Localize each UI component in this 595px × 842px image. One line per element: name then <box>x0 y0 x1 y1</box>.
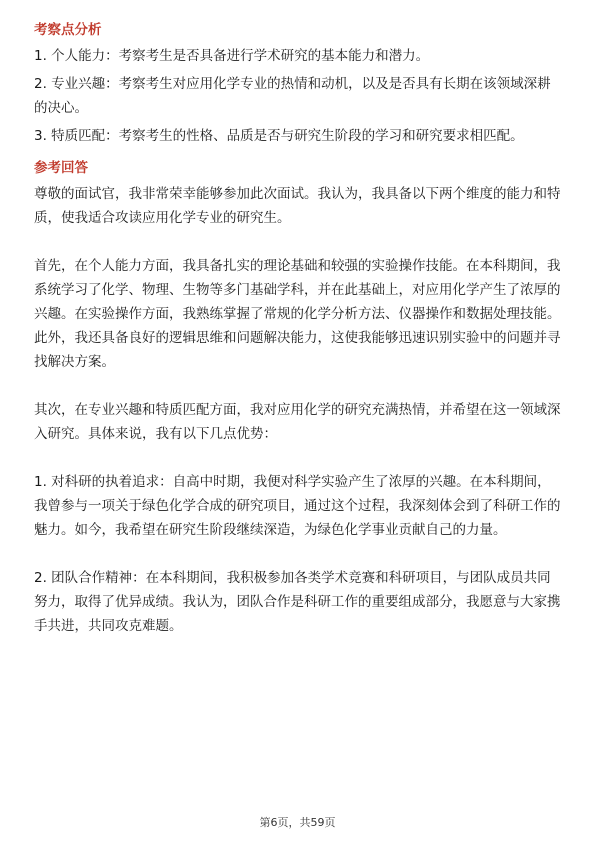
analysis-item-3: 3. 特质匹配：考察考生的性格、品质是否与研究生阶段的学习和研究要求相匹配。 <box>34 128 524 144</box>
answer-paragraph-5: 2. 团队合作精神：在本科期间，我积极参加各类学术竞赛和科研项目，与团队成员共同努力，取得了优异成绩。我认为，团队合作是科研工作的重要组成部分，我愿意与大家携手共进，共同攻克难题。 <box>34 570 561 634</box>
answer-paragraph-3: 其次，在专业兴趣和特质匹配方面，我对应用化学的研究充满热情，并希望在这一领域深入研究。具体来说，我有以下几点优势： <box>34 402 561 442</box>
page-number: 第6页，共59页 <box>259 816 336 829</box>
analysis-title: 考察点分析 <box>34 22 102 38</box>
answer-paragraph-1: 尊敬的面试官，我非常荣幸能够参加此次面试。我认为，我具备以下两个维度的能力和特质，使我适合攻读应用化学专业的研究生。 <box>34 186 561 226</box>
analysis-item-2: 2. 专业兴趣：考察考生对应用化学专业的热情和动机，以及是否具有长期在该领域深耕的决心。 <box>34 76 551 116</box>
analysis-item-1: 1. 个人能力：考察考生是否具备进行学术研究的基本能力和潜力。 <box>34 48 430 64</box>
answer-paragraph-4: 1. 对科研的执着追求：自高中时期，我便对科学实验产生了浓厚的兴趣。在本科期间，我曾参与一项关于绿色化学合成的研究项目，通过这个过程，我深刻体会到了科研工作的魅力。如今，我希望在研究生阶段继续深造，为绿色化学事业贡献自己的力量。 <box>34 474 561 538</box>
document-page <box>34 20 562 638</box>
answer-title: 参考回答 <box>34 160 88 176</box>
answer-paragraph-2: 首先，在个人能力方面，我具备扎实的理论基础和较强的实验操作技能。在本科期间，我系统学习了化学、物理、生物等多门基础学科，并在此基础上，对应用化学产生了浓厚的兴趣。在实验操作方面，我熟练掌握了常规的化学分析方法、仪器操作和数据处理技能。此外，我还具备良好的逻辑思维和问题解决能力，这使我能够迅速识别实验中的问题并寻找解决方案。 <box>34 258 561 370</box>
